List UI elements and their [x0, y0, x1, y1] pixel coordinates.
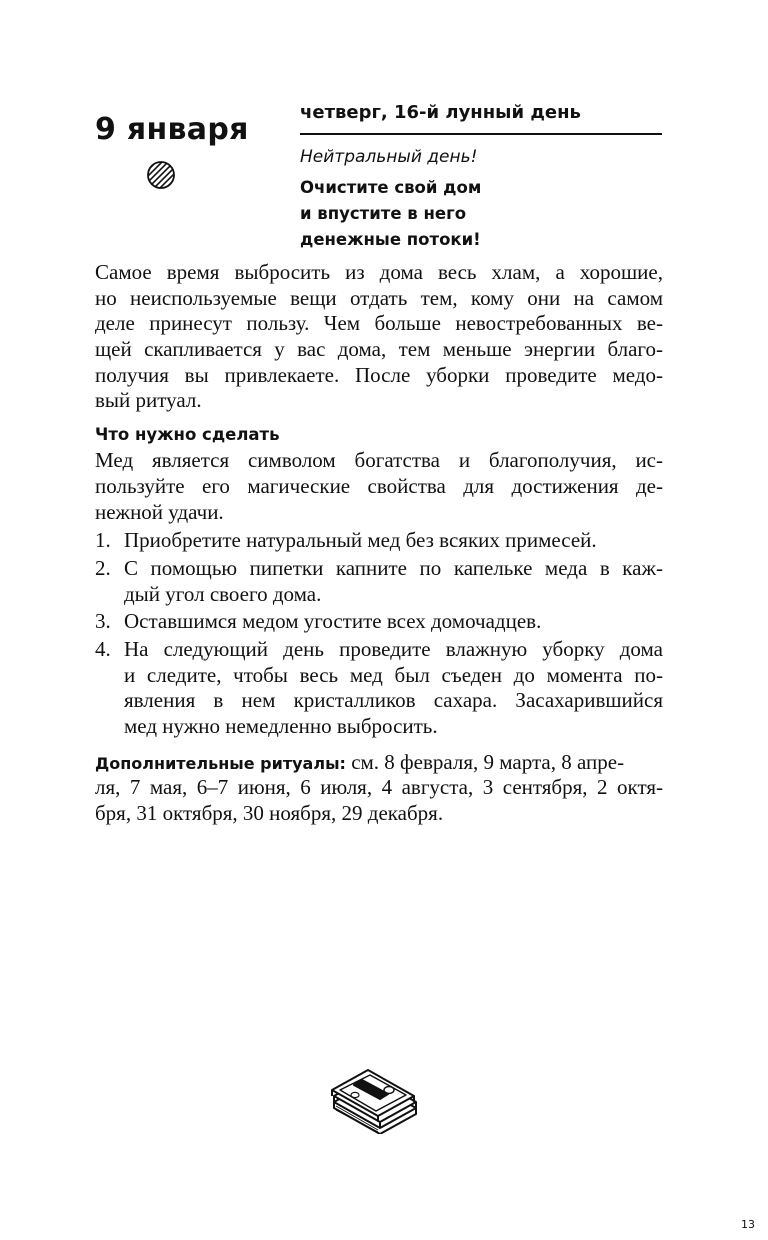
text-line: но неиспользуемые вещи отдать тем, кому они на самом	[95, 285, 663, 310]
section-lead	[95, 448, 663, 525]
day-type: Нейтральный день!	[300, 147, 478, 167]
text-line: На следующий день проведите влажную уборку дома	[124, 636, 663, 661]
item-number: 4.	[95, 636, 111, 661]
text-line: щей скапливается у вас дома, тем меньше энергии благо-	[95, 337, 663, 362]
text-line: ля, 7 мая, 6–7 июня, 6 июля, 4 августа, 3 сентября, 2 октя-	[95, 775, 663, 800]
weekday-lunar-day: четверг, 16-й лунный день	[300, 102, 581, 123]
section-title: Что нужно сделать	[95, 425, 280, 445]
text-line: Мед является символом богатства и благополучия, ис-	[95, 448, 663, 473]
text-line: явления в нем кристалликов сахара. Засахарившийся	[124, 688, 663, 713]
item-number: 2.	[95, 555, 111, 580]
headline-line: Очистите свой дом	[300, 178, 482, 197]
additional-rituals-text: см. 8 февраля, 9 марта, 8 апре-	[345, 749, 625, 774]
text-line	[95, 750, 663, 776]
item-number: 3.	[95, 609, 111, 634]
intro-paragraph	[95, 260, 663, 414]
list-item	[95, 528, 663, 554]
text-line: нежной удачи.	[95, 499, 224, 524]
text-line: получия вы привлекаете. После уборки проведите медо-	[95, 362, 663, 387]
list-item	[95, 637, 663, 740]
list-item	[95, 556, 663, 607]
date-title: 9 января	[95, 112, 249, 147]
text-line: и следите, чтобы весь мед был съеден до момента по-	[124, 662, 663, 687]
text-line: Самое время выбросить из дома весь хлам, а хорошие,	[95, 260, 663, 284]
page-number: 13	[741, 1218, 755, 1231]
steps-list	[95, 528, 663, 740]
additional-rituals-label: Дополнительные ритуалы:	[95, 753, 346, 773]
list-item	[95, 609, 663, 635]
additional-rituals	[95, 750, 663, 827]
text-line: мед нужно немедленно выбросить.	[124, 714, 438, 738]
text-line: деле принесут пользу. Чем больше невостребованных ве-	[95, 311, 663, 336]
text-line: Приобретите натуральный мед без всяких примесей.	[124, 528, 597, 553]
article-body	[95, 260, 663, 827]
text-line: С помощью пипетки капните по капельке меда в каж-	[124, 555, 663, 580]
header-divider	[300, 133, 662, 135]
moon-phase-icon	[146, 160, 176, 190]
item-number: 1.	[95, 528, 111, 553]
text-line: пользуйте его магические свойства для достижения де-	[95, 473, 663, 498]
day-header	[300, 101, 662, 253]
text-line: Оставшимся медом угостите всех домочадцев.	[124, 609, 542, 634]
text-line: бря, 31 октября, 30 ноября, 29 декабря.	[95, 801, 444, 826]
text-line: дый угол своего дома.	[124, 581, 322, 606]
headline-line: и впустите в него	[300, 204, 467, 223]
day-headline	[300, 175, 662, 253]
headline-line: денежные потоки!	[300, 230, 481, 249]
money-stack-icon	[328, 1068, 420, 1134]
text-line: вый ритуал.	[95, 388, 202, 413]
